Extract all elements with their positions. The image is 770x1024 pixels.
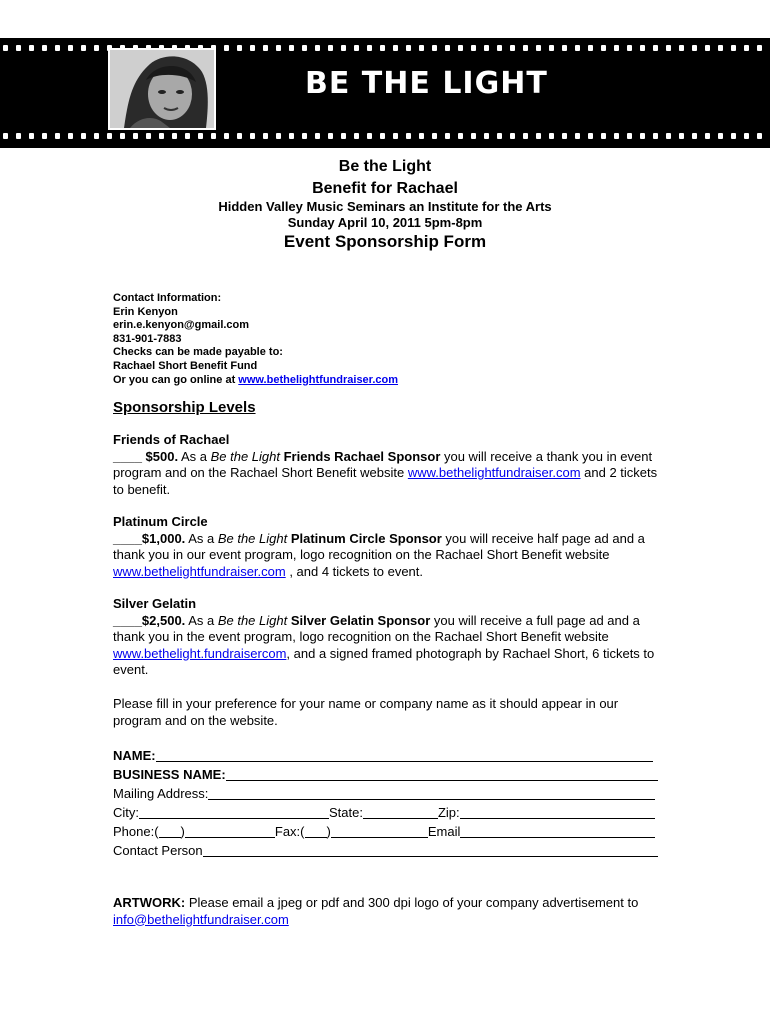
preference-note: Please fill in your preference for your name or company name as it should appear in our program and on the website. xyxy=(113,696,619,728)
level-as-a: As a xyxy=(178,448,211,464)
perforation-hole xyxy=(510,45,515,51)
perforation-hole xyxy=(406,133,411,139)
perforation-hole xyxy=(393,133,398,139)
perforation-hole xyxy=(328,45,333,51)
perforation-hole xyxy=(731,45,736,51)
perforation-hole xyxy=(263,45,268,51)
perforation-hole xyxy=(224,133,229,139)
fax-area-field[interactable] xyxy=(305,824,327,838)
perforation-hole xyxy=(224,45,229,51)
perforation-hole xyxy=(68,133,73,139)
banner-title: BE THE LIGHT xyxy=(305,66,548,101)
perforation-hole xyxy=(471,45,476,51)
perforation-hole xyxy=(81,133,86,139)
perforation-hole xyxy=(588,133,593,139)
sponsorship-level xyxy=(113,432,663,498)
perforation-hole xyxy=(81,45,86,51)
event-venue: Hidden Valley Music Seminars an Institute for the Arts xyxy=(218,199,552,214)
perforation-hole xyxy=(380,45,385,51)
mailing-label: Mailing Address: xyxy=(113,786,209,801)
perforation-hole xyxy=(42,45,47,51)
form-title: Event Sponsorship Form xyxy=(283,232,487,251)
contact-person-field[interactable] xyxy=(203,843,658,857)
perforation-hole xyxy=(575,45,580,51)
artwork-email-link[interactable]: info@bethelightfundraiser.com xyxy=(113,911,289,927)
perforation-hole xyxy=(536,45,541,51)
perforation-hole xyxy=(185,133,190,139)
perforation-hole xyxy=(601,133,606,139)
perforation-hole xyxy=(94,45,99,51)
film-perforations-bottom xyxy=(0,131,770,141)
perforation-hole xyxy=(484,133,489,139)
online-line xyxy=(113,374,398,388)
perforation-hole xyxy=(250,133,255,139)
level-amount: ____$1,000. xyxy=(113,530,186,546)
contact-email: erin.e.kenyon@gmail.com xyxy=(113,319,250,332)
business-label: BUSINESS NAME: xyxy=(113,767,226,782)
perforation-hole xyxy=(497,133,502,139)
level-event: Be the Light xyxy=(217,612,288,628)
perforation-hole xyxy=(419,133,424,139)
perforation-hole xyxy=(16,133,21,139)
perforation-hole xyxy=(640,45,645,51)
event-title: Be the Light xyxy=(338,158,432,175)
perforation-hole xyxy=(744,133,749,139)
perforation-hole xyxy=(757,133,762,139)
level-as-a: As a xyxy=(185,530,218,546)
perforation-hole xyxy=(42,133,47,139)
perforation-hole xyxy=(133,133,138,139)
perforation-hole xyxy=(237,45,242,51)
perforation-hole xyxy=(549,45,554,51)
contact-name: Erin Kenyon xyxy=(113,305,178,318)
perforation-hole xyxy=(757,45,762,51)
fax-paren: ) xyxy=(326,824,331,839)
portrait-photo xyxy=(108,48,216,130)
perforation-hole xyxy=(588,45,593,51)
perforation-hole xyxy=(445,45,450,51)
perforation-hole xyxy=(484,45,489,51)
phone-area-field[interactable] xyxy=(159,824,181,838)
perforation-hole xyxy=(536,133,541,139)
film-strip-banner xyxy=(0,38,770,148)
perforation-hole xyxy=(523,45,528,51)
level-description xyxy=(113,531,663,581)
perforation-hole xyxy=(718,45,723,51)
level-description xyxy=(113,449,663,499)
perforation-hole xyxy=(614,45,619,51)
event-subtitle: Benefit for Rachael xyxy=(312,180,458,197)
level-description xyxy=(113,613,663,679)
perforation-hole xyxy=(302,133,307,139)
perforation-hole xyxy=(55,133,60,139)
perforation-hole xyxy=(276,133,281,139)
city-row xyxy=(113,803,658,822)
payee: Rachael Short Benefit Fund xyxy=(113,359,258,372)
perforation-hole xyxy=(445,133,450,139)
contact-phone: 831-901-7883 xyxy=(113,332,182,345)
state-field[interactable] xyxy=(363,805,438,819)
sponsorship-title: Sponsorship Levels xyxy=(113,399,256,416)
perforation-hole xyxy=(354,45,359,51)
perforation-hole xyxy=(55,45,60,51)
perforation-hole xyxy=(705,133,710,139)
perforation-hole xyxy=(718,133,723,139)
perforation-hole xyxy=(29,45,34,51)
perforation-hole xyxy=(627,45,632,51)
perforation-hole xyxy=(549,133,554,139)
sponsor-form xyxy=(113,746,658,860)
perforation-hole xyxy=(744,45,749,51)
fax-field[interactable] xyxy=(331,824,428,838)
state-label: State: xyxy=(329,805,363,820)
level-link[interactable]: www.bethelight.fundraisercom xyxy=(113,645,287,661)
phone-row xyxy=(113,822,658,841)
perforation-hole xyxy=(172,133,177,139)
perforation-hole xyxy=(640,133,645,139)
perforation-hole xyxy=(341,133,346,139)
checks-label: Checks can be made payable to: xyxy=(113,346,283,359)
level-event: Be the Light xyxy=(210,448,280,464)
level-amount: ____$2,500. xyxy=(113,612,186,628)
perforation-hole xyxy=(575,133,580,139)
fax-label: Fax:( xyxy=(274,824,305,839)
perforation-hole xyxy=(276,45,281,51)
zip-label: Zip: xyxy=(437,805,460,820)
perforation-hole xyxy=(29,133,34,139)
artwork-note xyxy=(113,895,663,928)
level-sponsor: Platinum Circle Sponsor xyxy=(287,530,442,546)
perforation-hole xyxy=(367,133,372,139)
name-row xyxy=(113,746,658,765)
sponsorship-level xyxy=(113,514,663,580)
business-row xyxy=(113,765,658,784)
perforation-hole xyxy=(341,45,346,51)
contact-person-label: Contact Person xyxy=(113,843,203,858)
perforation-hole xyxy=(211,133,216,139)
contact-block xyxy=(113,292,398,387)
perforation-hole xyxy=(354,133,359,139)
perforation-hole xyxy=(692,45,697,51)
perforation-hole xyxy=(614,133,619,139)
email-field[interactable] xyxy=(460,824,655,838)
perforation-hole xyxy=(289,45,294,51)
perforation-hole xyxy=(692,133,697,139)
online-prefix: Or you can go online at xyxy=(113,373,239,386)
level-text-end: , and 4 tickets to event. xyxy=(285,563,424,579)
perforation-hole xyxy=(562,45,567,51)
level-link[interactable]: www.bethelightfundraiser.com xyxy=(407,465,581,480)
perforation-hole xyxy=(653,133,658,139)
level-as-a: As a xyxy=(185,612,218,628)
perforation-hole xyxy=(198,133,203,139)
perforation-hole xyxy=(315,133,320,139)
perforation-hole xyxy=(146,133,151,139)
perforation-hole xyxy=(393,45,398,51)
perforation-hole xyxy=(380,133,385,139)
mailing-row xyxy=(113,784,658,803)
perforation-hole xyxy=(523,133,528,139)
perforation-hole xyxy=(679,45,684,51)
city-field[interactable] xyxy=(139,805,329,819)
perforation-hole xyxy=(601,45,606,51)
artwork-text: Please email a jpeg or pdf and 300 dpi logo of your company advertisement to xyxy=(185,895,639,910)
name-field[interactable] xyxy=(156,748,653,762)
level-name: Silver Gelatin xyxy=(113,596,197,611)
perforation-hole xyxy=(731,133,736,139)
level-link[interactable]: www.bethelightfundraiser.com xyxy=(113,563,286,579)
perforation-hole xyxy=(679,133,684,139)
level-text-end: , and a signed framed photograph by Rachael Short, 6 tickets to event. xyxy=(113,645,655,677)
perforation-hole xyxy=(3,133,8,139)
perforation-hole xyxy=(627,133,632,139)
level-amount: ____ $500. xyxy=(113,448,179,464)
perforation-hole xyxy=(328,133,333,139)
level-text: you will receive a full page ad and a thank you in the event program, logo recognition on the Rachael Short Benefit website xyxy=(113,612,640,644)
perforation-hole xyxy=(471,133,476,139)
level-name: Friends of Rachael xyxy=(113,432,230,447)
perforation-hole xyxy=(302,45,307,51)
email-label: Email xyxy=(427,824,461,839)
perforation-hole xyxy=(497,45,502,51)
level-sponsor: Friends Rachael Sponsor xyxy=(280,448,441,464)
perforation-hole xyxy=(3,45,8,51)
event-date: Sunday April 10, 2011 5pm-8pm xyxy=(287,215,483,230)
perforation-hole xyxy=(16,45,21,51)
perforation-hole xyxy=(94,133,99,139)
perforation-hole xyxy=(419,45,424,51)
sponsorship-level xyxy=(113,596,663,679)
artwork-label: ARTWORK: xyxy=(113,895,186,910)
level-text-end: and 2 tickets to benefit. xyxy=(113,465,658,497)
perforation-hole xyxy=(432,45,437,51)
perforation-hole xyxy=(653,45,658,51)
phone-field[interactable] xyxy=(185,824,275,838)
perforation-hole xyxy=(315,45,320,51)
perforation-hole xyxy=(120,133,125,139)
perforation-hole xyxy=(432,133,437,139)
perforation-hole xyxy=(458,133,463,139)
perforation-hole xyxy=(159,133,164,139)
perforation-hole xyxy=(250,45,255,51)
perforation-hole xyxy=(367,45,372,51)
level-text: you will receive a thank you in event program and on the Rachael Short Benefit website xyxy=(113,448,653,480)
level-name: Platinum Circle xyxy=(113,514,208,529)
online-link[interactable]: www.bethelightfundraiser.com xyxy=(238,373,399,386)
perforation-hole xyxy=(237,133,242,139)
contact-person-row xyxy=(113,841,658,860)
phone-paren: ) xyxy=(180,824,185,839)
perforation-hole xyxy=(406,45,411,51)
perforation-hole xyxy=(107,133,112,139)
perforation-hole xyxy=(289,133,294,139)
mailing-field[interactable] xyxy=(208,786,655,800)
level-text: you will receive half page ad and a thank you in our event program, logo recognition on the Rachael Short Benefit website xyxy=(113,530,645,562)
perforation-hole xyxy=(666,45,671,51)
phone-label: Phone:( xyxy=(113,824,159,839)
perforation-hole xyxy=(263,133,268,139)
name-label: NAME: xyxy=(113,748,156,763)
city-label: City: xyxy=(113,805,139,820)
business-field[interactable] xyxy=(226,767,658,781)
contact-label: Contact Information: xyxy=(113,292,222,304)
perforation-hole xyxy=(562,133,567,139)
perforation-hole xyxy=(510,133,515,139)
perforation-hole xyxy=(458,45,463,51)
zip-field[interactable] xyxy=(460,805,655,819)
perforation-hole xyxy=(666,133,671,139)
level-event: Be the Light xyxy=(217,530,288,546)
level-sponsor: Silver Gelatin Sponsor xyxy=(287,612,431,628)
perforation-hole xyxy=(705,45,710,51)
perforation-hole xyxy=(68,45,73,51)
